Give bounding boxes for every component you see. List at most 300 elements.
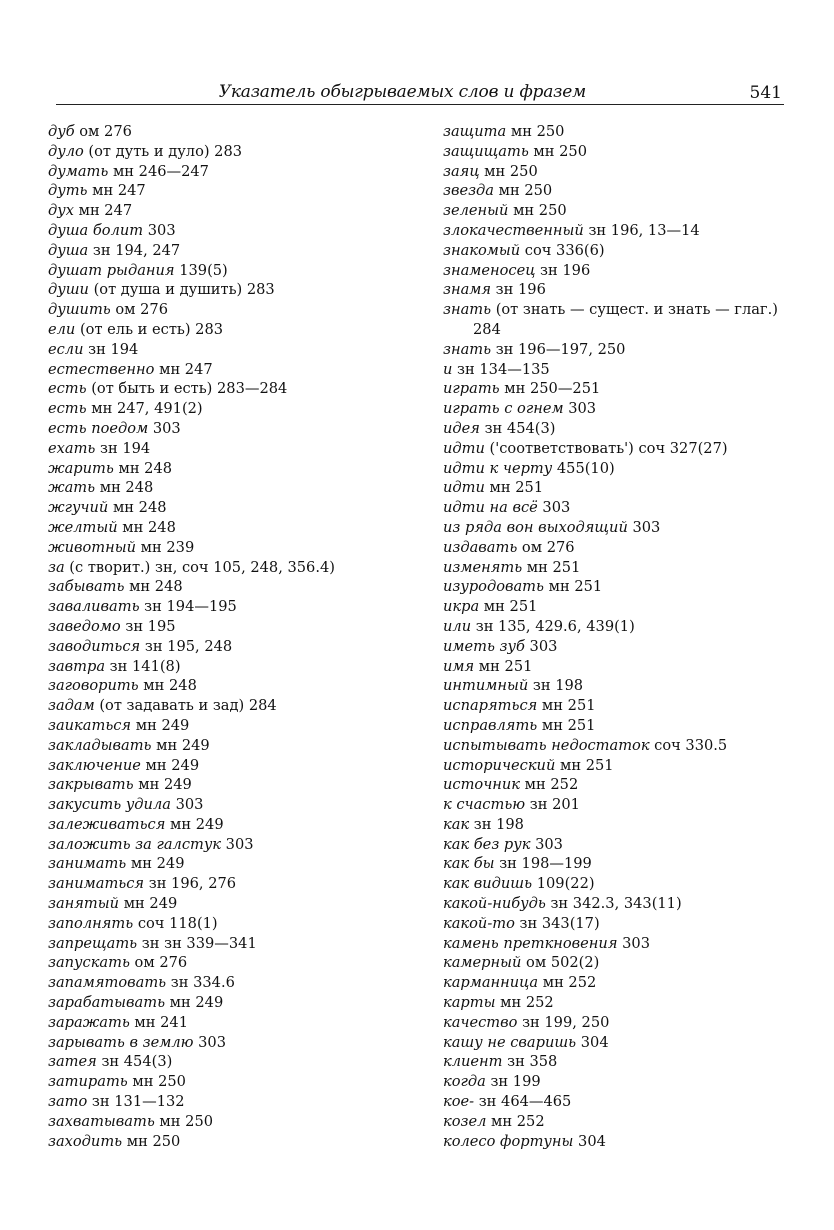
index-entry <box>443 1033 783 1053</box>
index-reference: мн 249 <box>151 736 210 754</box>
index-term: жгучий <box>48 499 109 517</box>
index-entry <box>48 1092 408 1112</box>
index-entry <box>443 934 783 954</box>
index-term: за <box>48 558 65 576</box>
index-term: камень преткновения <box>443 934 618 952</box>
index-reference: 303 <box>563 400 597 418</box>
index-term: колесо фортуны <box>443 1132 574 1150</box>
index-entry <box>443 953 783 973</box>
index-entry <box>48 379 408 399</box>
index-reference: 304 <box>573 1132 606 1150</box>
index-term: как видишь <box>443 875 533 893</box>
index-entry <box>443 657 783 677</box>
index-reference: зн 196—197, 250 <box>491 340 626 358</box>
index-reference: 303 <box>524 637 558 655</box>
index-reference: мн 247 <box>87 182 146 200</box>
index-term: занятый <box>48 895 120 913</box>
index-reference: мн 250 <box>494 182 553 200</box>
index-entry <box>443 597 783 617</box>
index-entry <box>443 558 783 578</box>
index-reference: зн 196 <box>535 261 591 279</box>
index-entry <box>48 676 408 696</box>
index-entry <box>48 973 408 993</box>
index-term: есть <box>48 380 87 398</box>
index-entry <box>443 894 783 914</box>
index-entry <box>48 1112 408 1132</box>
index-reference: мн 247 <box>154 360 213 378</box>
index-term: заражать <box>48 1013 130 1031</box>
index-entry <box>443 1052 783 1072</box>
index-term: залеживаться <box>48 815 166 833</box>
index-term: душат рыдания <box>48 261 175 279</box>
index-entry <box>48 201 408 221</box>
index-term: закусить удила <box>48 796 171 814</box>
index-entry <box>443 162 783 182</box>
index-entry <box>443 241 783 261</box>
index-entry <box>48 756 408 776</box>
index-entry <box>443 142 783 162</box>
index-reference: зн 464—465 <box>474 1093 572 1111</box>
index-reference: зн 135, 429.6, 439(1) <box>471 617 635 635</box>
index-reference: 303 <box>143 221 176 239</box>
index-term: и <box>443 360 453 378</box>
index-reference: соч 336(6) <box>520 241 605 259</box>
index-entry <box>48 696 408 716</box>
index-entry <box>443 835 783 855</box>
index-reference: мн 248 <box>95 479 154 497</box>
running-header <box>56 78 784 105</box>
index-entry <box>443 478 783 498</box>
index-entry <box>443 973 783 993</box>
page-number: 541 <box>749 83 782 103</box>
index-term: иметь зуб <box>443 637 525 655</box>
index-entry <box>48 439 408 459</box>
index-reference: зн 141(8) <box>105 657 181 675</box>
index-reference: зн 334.6 <box>166 974 235 992</box>
index-reference: ом 276 <box>517 538 575 556</box>
index-term: какой-нибудь <box>443 895 546 913</box>
index-term: есть поедом <box>48 419 149 437</box>
index-reference: 303 <box>148 419 181 437</box>
index-reference: зн 194 <box>83 340 139 358</box>
index-term: захватывать <box>48 1112 155 1130</box>
index-reference: мн 250 <box>506 123 565 140</box>
index-entry <box>48 340 408 360</box>
index-reference: мн 249 <box>165 815 224 833</box>
index-term: как <box>443 815 470 833</box>
index-term: знакомый <box>443 241 521 259</box>
index-entry <box>48 181 408 201</box>
index-term: знать <box>443 340 492 358</box>
index-reference: ом 276 <box>74 123 132 140</box>
index-term: зеленый <box>443 202 509 220</box>
index-entry <box>443 340 783 360</box>
index-entry <box>48 894 408 914</box>
index-term: знать <box>443 301 492 319</box>
index-reference: соч 118(1) <box>133 914 218 932</box>
index-term: жать <box>48 479 96 497</box>
index-entry <box>443 914 783 934</box>
index-reference: 303 <box>221 835 254 853</box>
index-reference: (от быть и есть) 283—284 <box>86 380 288 398</box>
index-entry <box>48 1072 408 1092</box>
index-reference: зн 198 <box>528 677 584 695</box>
index-entry <box>443 518 783 538</box>
index-reference: зн 196 <box>491 281 546 299</box>
index-term: источник <box>443 776 521 794</box>
index-reference: мн 249 <box>140 756 200 774</box>
index-reference: зн 198—199 <box>494 855 592 873</box>
index-reference: мн 251 <box>522 558 581 576</box>
index-term: защищать <box>443 142 529 160</box>
index-term: зарывать в землю <box>48 1033 194 1051</box>
index-reference: зн 199 <box>485 1073 541 1091</box>
index-entry <box>443 577 783 597</box>
index-reference: ом 276 <box>110 301 169 319</box>
index-reference: мн 251 <box>484 479 544 497</box>
index-reference: ом 502(2) <box>521 954 600 972</box>
index-entry <box>443 637 783 657</box>
index-term: идти к черту <box>443 459 553 477</box>
index-entry <box>443 1112 783 1132</box>
index-reference: 304 <box>576 1033 609 1051</box>
index-reference: мн 252 <box>520 776 579 794</box>
index-entry <box>48 1052 408 1072</box>
index-reference: зн 454(3) <box>96 1053 173 1071</box>
index-entry <box>443 716 783 736</box>
index-entry <box>443 617 783 637</box>
index-term: душа болит <box>48 221 144 239</box>
index-term: ели <box>48 320 76 338</box>
index-entry <box>48 142 408 162</box>
index-reference: 303 <box>617 934 650 952</box>
index-term: есть <box>48 400 87 418</box>
index-reference: зн 199, 250 <box>517 1013 610 1031</box>
index-entry <box>48 934 408 954</box>
index-term: завтра <box>48 657 106 675</box>
index-term: исторический <box>443 756 556 774</box>
index-entry <box>48 261 408 281</box>
index-entry <box>48 399 408 419</box>
index-reference: зн 342.3, 343(11) <box>545 895 682 913</box>
index-term: затирать <box>48 1073 128 1091</box>
index-column-right <box>443 122 783 1151</box>
index-reference: 139(5) <box>174 261 228 279</box>
index-term: испытывать недостаток <box>443 736 650 754</box>
index-term: из ряда вон выходящий <box>443 518 628 536</box>
index-term: исправлять <box>443 716 538 734</box>
index-term: дуть <box>48 182 88 200</box>
index-reference: соч 330.5 <box>649 736 728 754</box>
index-entry <box>443 775 783 795</box>
index-entry <box>443 439 783 459</box>
index-term: идти <box>443 439 485 457</box>
index-reference: мн 251 <box>555 756 614 774</box>
index-term: как без рук <box>443 835 531 853</box>
index-entry <box>48 459 408 479</box>
index-reference: (от ель и есть) 283 <box>75 320 224 338</box>
index-reference: мн 250 <box>122 1132 181 1150</box>
index-entry <box>48 538 408 558</box>
index-entry <box>443 874 783 894</box>
index-term: заваливать <box>48 598 140 616</box>
index-reference: (от знать — сущест. и знать — глаг.) 284 <box>473 301 778 338</box>
index-entry <box>443 280 783 300</box>
index-term: к счастью <box>443 796 526 814</box>
index-entry <box>443 854 783 874</box>
index-reference: зн 194—195 <box>139 598 237 616</box>
index-reference: 303 <box>193 1033 226 1051</box>
index-reference: мн 251 <box>537 697 596 715</box>
index-entry <box>443 419 783 439</box>
index-entry <box>48 874 408 894</box>
index-entry <box>443 221 783 241</box>
index-entry <box>48 617 408 637</box>
index-entry <box>48 637 408 657</box>
index-reference: ('соответствовать') соч 327(27) <box>484 439 728 457</box>
index-term: заяц <box>443 162 480 180</box>
index-reference: зн 454(3) <box>479 419 556 437</box>
index-reference: (от дуть и дуло) 283 <box>83 142 243 160</box>
index-term: забывать <box>48 578 125 596</box>
index-entry <box>48 657 408 677</box>
index-term: защита <box>443 123 507 140</box>
index-reference: мн 251 <box>537 716 596 734</box>
index-term: душить <box>48 301 111 319</box>
index-term: заключение <box>48 756 141 774</box>
index-entry <box>48 241 408 261</box>
index-reference: мн 249 <box>119 895 178 913</box>
index-term: заполнять <box>48 914 134 932</box>
index-term: заложить за галстук <box>48 835 222 853</box>
index-reference: зн 196, 13—14 <box>583 221 700 239</box>
index-entry <box>48 221 408 241</box>
index-term: зарабатывать <box>48 994 166 1012</box>
index-entry <box>443 1013 783 1033</box>
index-reference: мн 250 <box>479 162 538 180</box>
index-entry <box>443 815 783 835</box>
index-term: жарить <box>48 459 114 477</box>
index-entry <box>48 993 408 1013</box>
index-term: заходить <box>48 1132 123 1150</box>
index-entry <box>48 1132 408 1152</box>
index-reference: (с творит.) зн, соч 105, 248, 356.4) <box>64 558 335 576</box>
index-reference: зн 194 <box>95 439 151 457</box>
index-entry <box>48 716 408 736</box>
index-entry <box>443 756 783 776</box>
index-reference: зн 201 <box>525 796 580 814</box>
index-entry <box>443 1132 783 1152</box>
index-term: имя <box>443 657 475 675</box>
index-reference: мн 252 <box>538 974 597 992</box>
index-term: зато <box>48 1093 88 1111</box>
index-entry <box>48 360 408 380</box>
index-term: заведомо <box>48 617 121 635</box>
index-term: идея <box>443 419 480 437</box>
index-entry <box>48 320 408 340</box>
index-term: животный <box>48 538 137 556</box>
index-reference: мн 250 <box>127 1073 186 1091</box>
index-entry <box>48 122 408 142</box>
index-term: заикаться <box>48 716 132 734</box>
index-term: козел <box>443 1112 487 1130</box>
index-term: испаряться <box>443 697 538 715</box>
index-reference: 303 <box>537 499 571 517</box>
index-reference: зн 195, 248 <box>140 637 233 655</box>
index-reference: мн 250—251 <box>499 380 601 398</box>
index-entry <box>443 300 783 340</box>
index-reference: мн 249 <box>126 855 185 873</box>
index-reference: мн 248 <box>113 459 173 477</box>
index-term: занимать <box>48 855 127 873</box>
index-term: карты <box>443 994 496 1012</box>
index-term: изуродовать <box>443 578 544 596</box>
index-entry <box>443 1072 783 1092</box>
index-entry <box>48 558 408 578</box>
index-term: камерный <box>443 954 522 972</box>
index-entry <box>48 518 408 538</box>
index-reference: зн 195 <box>120 617 176 635</box>
index-term: заговорить <box>48 677 139 695</box>
index-reference: зн 134—135 <box>452 360 550 378</box>
index-reference: мн 250 <box>508 202 567 220</box>
running-title: Указатель обыгрываемых слов и фразем <box>218 82 586 102</box>
index-entry <box>48 1033 408 1053</box>
index-reference: мн 250 <box>528 142 587 160</box>
index-reference: мн 247 <box>73 202 133 220</box>
index-term: запамятовать <box>48 974 167 992</box>
index-reference: мн 247, 491(2) <box>86 400 203 418</box>
index-reference: зн 358 <box>502 1053 558 1071</box>
index-entry <box>443 399 783 419</box>
index-entry <box>48 577 408 597</box>
index-entry <box>48 162 408 182</box>
index-reference: мн 249 <box>131 716 190 734</box>
index-reference: мн 239 <box>136 538 195 556</box>
index-entry <box>443 459 783 479</box>
index-entry <box>48 775 408 795</box>
index-entry <box>443 538 783 558</box>
index-reference: 303 <box>170 796 204 814</box>
index-term: качество <box>443 1013 518 1031</box>
index-term: интимный <box>443 677 529 695</box>
index-term: думать <box>48 162 109 180</box>
index-term: затея <box>48 1053 97 1071</box>
index-term: знаменосец <box>443 261 536 279</box>
index-reference: мн 248 <box>108 499 167 517</box>
index-reference: 303 <box>627 518 661 536</box>
index-reference: 303 <box>530 835 563 853</box>
index-entry <box>48 736 408 756</box>
index-reference: ом 276 <box>129 954 188 972</box>
index-entry <box>48 795 408 815</box>
index-term: как бы <box>443 855 495 873</box>
index-reference: мн 249 <box>133 776 192 794</box>
index-entry <box>443 379 783 399</box>
index-term: играть с огнем <box>443 400 564 418</box>
index-entry <box>443 795 783 815</box>
index-reference: мн 246—247 <box>108 162 209 180</box>
index-entry <box>443 261 783 281</box>
index-entry <box>48 1013 408 1033</box>
index-term: идти на всё <box>443 499 538 517</box>
index-entry <box>443 1092 783 1112</box>
index-term: когда <box>443 1073 486 1091</box>
index-entry <box>443 736 783 756</box>
index-term: заводиться <box>48 637 141 655</box>
index-term: кашу не сваришь <box>443 1033 577 1051</box>
index-term: звезда <box>443 182 494 200</box>
index-term: душа <box>48 241 89 259</box>
index-term: дуб <box>48 123 75 140</box>
index-term: заниматься <box>48 875 145 893</box>
index-term: идти <box>443 479 485 497</box>
index-term: карманница <box>443 974 539 992</box>
index-entry <box>48 419 408 439</box>
index-entry <box>443 498 783 518</box>
index-entry <box>48 953 408 973</box>
index-reference: мн 251 <box>474 657 533 675</box>
index-term: злокачественный <box>443 221 584 239</box>
index-reference: 455(10) <box>552 459 615 477</box>
index-reference: мн 252 <box>495 994 554 1012</box>
index-term: естественно <box>48 360 155 378</box>
index-entry <box>443 201 783 221</box>
index-term: закрывать <box>48 776 134 794</box>
index-term: знамя <box>443 281 492 299</box>
index-term: какой-то <box>443 914 515 932</box>
index-entry <box>443 696 783 716</box>
index-term: души <box>48 281 89 299</box>
index-term: запрещать <box>48 934 138 952</box>
index-entry <box>443 993 783 1013</box>
index-reference: мн 248 <box>117 518 176 536</box>
index-term: если <box>48 340 84 358</box>
index-entry <box>443 360 783 380</box>
index-reference: мн 252 <box>486 1112 545 1130</box>
index-term: или <box>443 617 472 635</box>
index-term: закладывать <box>48 736 152 754</box>
index-entry <box>48 854 408 874</box>
index-column-left <box>48 122 408 1151</box>
index-reference: (от душа и душить) 283 <box>88 281 275 299</box>
index-term: ехать <box>48 439 96 457</box>
index-reference: мн 248 <box>124 578 183 596</box>
index-term: дух <box>48 202 74 220</box>
index-entry <box>443 181 783 201</box>
index-reference: мн 249 <box>165 994 224 1012</box>
index-entry <box>48 914 408 934</box>
index-entry <box>48 597 408 617</box>
index-entry <box>48 498 408 518</box>
index-entry <box>48 815 408 835</box>
index-term: играть <box>443 380 500 398</box>
index-entry <box>443 676 783 696</box>
index-reference: зн зн 339—341 <box>137 934 257 952</box>
index-reference: зн 194, 247 <box>88 241 181 259</box>
index-reference: мн 251 <box>543 578 603 596</box>
index-term: дуло <box>48 142 84 160</box>
index-entry <box>48 478 408 498</box>
index-term: изменять <box>443 558 523 576</box>
index-reference: (от задавать и зад) 284 <box>94 697 277 715</box>
index-reference: мн 251 <box>479 598 538 616</box>
index-entry <box>48 300 408 320</box>
index-entry <box>443 122 783 142</box>
index-term: кое- <box>443 1093 475 1111</box>
index-reference: 109(22) <box>532 875 595 893</box>
index-reference: зн 343(17) <box>514 914 600 932</box>
